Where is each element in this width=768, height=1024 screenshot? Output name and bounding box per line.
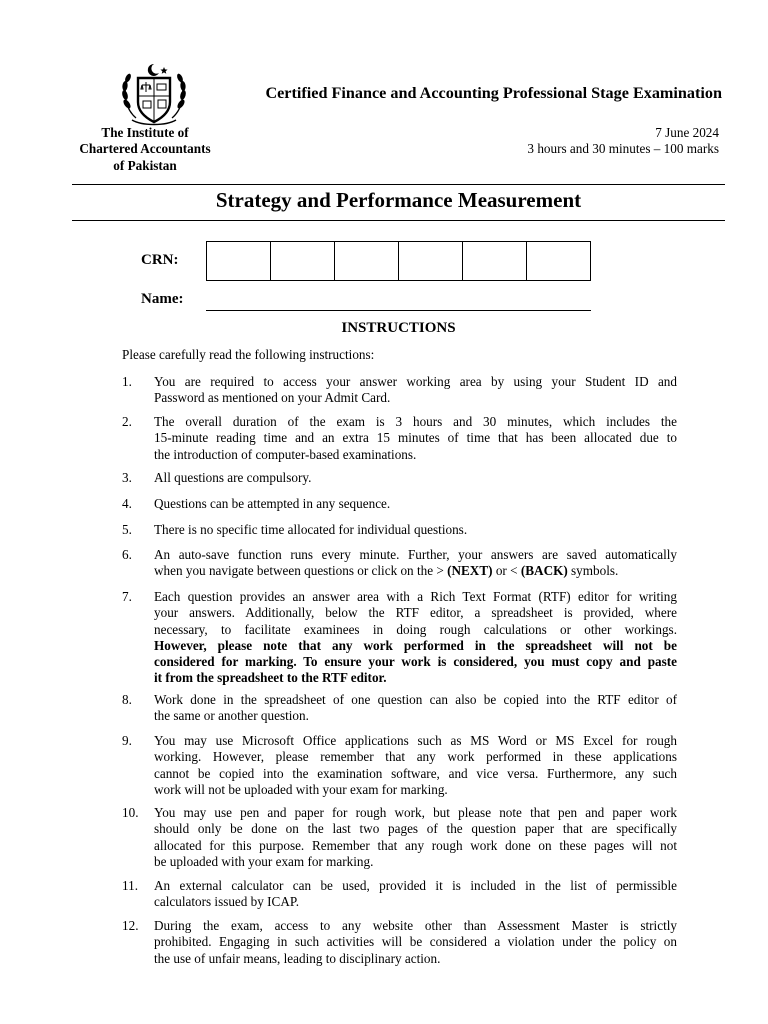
instruction-line-bold: it from the spreadsheet to the RTF editor. [154, 670, 387, 686]
instruction-line: the introduction of computer-based examinations. [154, 446, 417, 462]
name-label: Name: [141, 291, 184, 307]
instruction-text [154, 733, 677, 798]
instruction-text [154, 374, 677, 407]
instruction-line: There is no specific time allocated for individual questions. [154, 522, 468, 537]
line-segment: when you navigate between questions or click on the > [154, 563, 448, 579]
instruction-text [154, 547, 677, 580]
institute-line: Chartered Accountants [79, 141, 211, 157]
instruction-line: cannot be copied into the examination software, and vice versa. Furthermore, any such [154, 765, 677, 781]
crn-digit-box[interactable] [271, 242, 335, 280]
instruction-number: 5. [122, 522, 132, 537]
line-segment: symbols. [567, 563, 619, 579]
instruction-number: 12. [122, 918, 139, 933]
instruction-line: the use of unfair means, leading to disciplinary action. [154, 950, 441, 966]
instruction-number: 3. [122, 470, 132, 485]
instruction-line: necessary, to facilitate examinees in doing rough calculations or other workings. [154, 621, 677, 637]
instruction-line: prohibited. Engaging in such activities will be considered a violation under the policy on [154, 934, 677, 950]
exam-date: 7 June 2024 [655, 125, 719, 140]
instruction-number: 6. [122, 547, 132, 562]
instruction-line: Work done in the spreadsheet of one question can also be copied into the RTF editor of [154, 692, 677, 707]
instruction-line-bold: However, please note that any work performed in the spreadsheet will not be [154, 637, 677, 653]
instruction-text [154, 522, 677, 538]
instruction-line: should only be done on the last two pages of the question paper that are specifically [154, 821, 677, 837]
subject-title: Strategy and Performance Measurement [215, 188, 582, 212]
instruction-line: You are required to access your answer working area by using your Student ID and [154, 374, 677, 389]
instruction-text [154, 918, 677, 967]
back-symbol-label: (BACK) [520, 563, 568, 579]
instruction-text [154, 496, 677, 512]
exam-title: Certified Finance and Accounting Professional Stage Examination [265, 84, 722, 102]
instruction-line: Questions can be attempted in any sequence. [154, 496, 391, 511]
instructions-intro: Please carefully read the following instructions: [122, 347, 375, 362]
icap-crest-icon [118, 58, 190, 130]
instruction-line: An auto-save function runs every minute. Further, your answers are saved automatically [154, 547, 677, 562]
instruction-number: 11. [122, 878, 138, 893]
instruction-line: You may use pen and paper for rough work, but please note that pen and paper work [154, 805, 677, 820]
instruction-number: 8. [122, 692, 132, 707]
instruction-line: Each question provides an answer area with a Rich Text Format (RTF) editor for writing [154, 589, 677, 604]
crn-digit-box[interactable] [527, 242, 590, 280]
instruction-line [154, 563, 677, 579]
instruction-text [154, 692, 677, 725]
instruction-line: You may use Microsoft Office applications such as MS Word or MS Excel for rough [154, 733, 677, 748]
instruction-text [154, 414, 677, 463]
instruction-text [154, 470, 677, 486]
instruction-number: 10. [122, 805, 139, 820]
instruction-number: 2. [122, 414, 132, 429]
instruction-line: work will not be uploaded with your exam for marking. [154, 781, 448, 797]
instruction-number: 9. [122, 733, 132, 748]
divider [72, 184, 725, 185]
instruction-line: calculators issued by ICAP. [154, 894, 300, 910]
institute-line: The Institute of [101, 125, 189, 140]
instruction-line: working. However, please remember that any work performed in these applications [154, 749, 677, 765]
instruction-line: All questions are compulsory. [154, 470, 312, 485]
instruction-text [154, 805, 677, 870]
instruction-line: be uploaded with your exam for marking. [154, 853, 374, 869]
instructions-heading: INSTRUCTIONS [341, 320, 456, 336]
line-segment: or < [492, 563, 521, 579]
instruction-text [154, 878, 677, 911]
instruction-line: Password as mentioned on your Admit Card. [154, 390, 391, 406]
instruction-number: 4. [122, 496, 132, 511]
instruction-line: The overall duration of the exam is 3 hours and 30 minutes, which includes the [154, 414, 677, 429]
crn-digit-box[interactable] [399, 242, 463, 280]
instruction-number: 7. [122, 589, 132, 604]
institute-line: of Pakistan [113, 157, 177, 173]
institute-name [64, 125, 226, 174]
instruction-line: the same or another question. [154, 708, 309, 724]
crn-digit-box[interactable] [207, 242, 271, 280]
exam-date-block [527, 125, 719, 158]
crn-label: CRN: [141, 252, 179, 268]
instruction-line: During the exam, access to any website other than Assessment Master is strictly [154, 918, 677, 933]
divider [72, 220, 725, 221]
instruction-line-bold: considered for marking. To ensure your work is considered, you must copy and paste [154, 654, 677, 670]
name-field-line[interactable] [206, 310, 591, 311]
instruction-line: your answers. Additionally, below the RTF editor, a spreadsheet is provided, where [154, 605, 677, 621]
exam-duration: 3 hours and 30 minutes – 100 marks [527, 141, 719, 157]
instruction-line: 15-minute reading time and an extra 15 minutes of time that has been allocated due to [154, 430, 677, 446]
crn-digit-box[interactable] [463, 242, 527, 280]
instruction-text [154, 589, 677, 687]
instruction-number: 1. [122, 374, 132, 389]
crn-digit-box[interactable] [335, 242, 399, 280]
next-symbol-label: (NEXT) [447, 563, 493, 579]
crn-input-boxes [206, 241, 591, 281]
instruction-line: An external calculator can be used, provided it is included in the list of permissible [154, 878, 677, 893]
instruction-line: allocated for this purpose. Remember that any rough work done on these pages will not [154, 837, 677, 853]
